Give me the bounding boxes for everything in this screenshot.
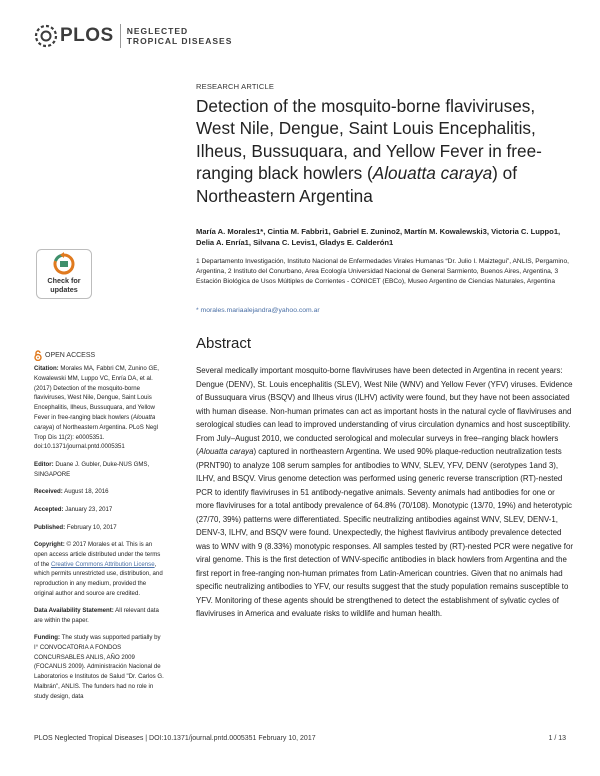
published-date: February 10, 2017 xyxy=(66,524,117,531)
abstract-heading: Abstract xyxy=(196,335,252,352)
citation-text1: Morales MA, Fabbri CM, Zunino GE, Kowalewski MM, Luppo VC, Enría DA, et al. (2017) Detection of the mosquito-borne flaviviruses, West Nile, Dengue, Saint Louis Encephalitis, Ilheus, Bussuquara, and Yellow Fever in free-ranging black howlers ( xyxy=(34,365,159,421)
editor-label: Editor: xyxy=(34,461,54,468)
funding-text: The study was supported partially by I° CONVOCATORIA A FONDOS CONCURSABLES ANLIS, AÑO 2009 (FOCANLIS 2009). Administración Nacional de Laboratorios e Institutos de Salud "Dr. Carlos G. Malbrán", ANLIS. The funders had no role in study design, data xyxy=(34,634,164,700)
abstract-part2: ) captured in northeastern Argentina. We used 90% plaque-reduction neutralization tests (PRNT90) to analyze 108 serum samples for antibodies to WNV, SLEV, YFV, DENV (serotypes 1and 3), ILHV, and BSQV. Virus genome detection was performed using generic reverse transcription (RT)-nested PCR to identify flaviviruses in 51 antibody-negative animals. Seventy animals had antibodies for one or more flaviviruses for a total antibody prevalence of 64.8% (70/108). Monotypic (13/70, 19%) and heterotypic (27/70, 39%) patterns were differentiated. Specific neutralizing antibodies against WNV, SLEV, DENV-1, DENV-3, ILHV, and BSQV were found. Unexpectedly, the highest flavivirus antibody prevalence detected was to WNV with 9 (8.33%) monotypic responses. All samples tested by (RT)-nested PCR were negative for viral genome. This is the first detection of WNV-specific antibodies in black howlers from Argentina and the first report in free-ranging non-human primates from Latin-American countries. Given that no animals had specific neutralizing antibodies to YFV, our results suggest that the study population remains susceptible to YFV. Monitoring of these agents should be strengthened to detect the establishment of sylvatic cycles of flaviviruses in America and evaluate risks to wildlife and human health. xyxy=(196,447,574,618)
published-block xyxy=(34,523,166,533)
page-footer xyxy=(34,735,566,742)
title-species: Alouatta caraya xyxy=(372,163,493,184)
copyright-label: Copyright: xyxy=(34,541,65,548)
open-access-label: OPEN ACCESS xyxy=(45,352,96,359)
abstract-body xyxy=(196,364,574,621)
received-block xyxy=(34,487,166,497)
citation-species: Alouatta caraya xyxy=(34,413,156,431)
data-availability-text: All relevant data are within the paper. xyxy=(34,607,159,624)
open-access-badge xyxy=(34,350,95,361)
title-part1: Detection of the mosquito-borne flaviviruses, West Nile, Dengue, Saint Louis Encephalitis, Ilheus, Bussuquara, and Yellow Fever in free-ranging black howlers ( xyxy=(196,96,542,184)
journal-name xyxy=(127,26,233,46)
editor-text: Duane J. Gubler, Duke-NUS GMS, SINGAPORE xyxy=(34,461,150,478)
editor-block xyxy=(34,460,166,480)
data-availability-block xyxy=(34,606,166,626)
received-date: August 18, 2016 xyxy=(64,488,109,495)
article-type: RESEARCH ARTICLE xyxy=(196,82,275,91)
journal-name-line1: NEGLECTED xyxy=(126,26,189,36)
journal-logo[interactable] xyxy=(34,24,232,48)
copyright-block xyxy=(34,540,166,599)
accepted-date: January 23, 2017 xyxy=(65,506,113,513)
author-list: María A. Morales1*, Cintia M. Fabbri1, Gabriel E. Zunino2, Martín M. Kowalewski3, Victoria C. Luppo1, Delia A. Enría1, Silvana C. Levis1, Gladys E. Calderón1 xyxy=(196,227,561,247)
published-label: Published: xyxy=(34,524,66,531)
citation-block xyxy=(34,364,166,452)
open-lock-icon xyxy=(34,350,42,361)
funding-label: Funding: xyxy=(34,634,61,641)
check-updates-line1: Check for xyxy=(47,276,81,285)
check-for-updates-button[interactable] xyxy=(36,249,92,299)
logo-divider xyxy=(120,24,121,48)
accepted-label: Accepted: xyxy=(34,506,64,513)
citation-text2: ) of Northeastern Argentina. PLoS Negl Trop Dis 11(2): e0005351. doi:10.1371/journal.pntd.0005351 xyxy=(34,423,158,451)
check-updates-label xyxy=(36,277,92,294)
page-number: 1 / 13 xyxy=(548,735,566,742)
citation-label: Citation: xyxy=(34,365,59,372)
copyright-text2: , which permits unrestricted use, distribution, and reproduction in any medium, provided the original author and source are credited. xyxy=(34,560,163,597)
abstract-part1: Several medically important mosquito-borne flaviviruses have been detected in Argentina in recent years: Dengue (DENV), St. Louis encephalitis (SLEV), West Nile (WNV) and Yellow Fever (YFV) viruses. Evidence of Bussuquara virus (BSQV) and Ilheus virus (ILHV) activity were found, but they have not been associated with human disease. Non-human primates can act as important hosts in the natural cycle of flaviviruses and serological studies can lead to improved understanding of virus circulation dynamics and host susceptibility. From July–August 2010, we conducted serological and molecular surveys in free–ranging black howlers ( xyxy=(196,366,573,456)
license-link[interactable]: Creative Commons Attribution License xyxy=(50,560,155,568)
copyright-text1: © 2017 Morales et al. This is an open access article distributed under the terms of the xyxy=(34,541,161,568)
plos-logo-icon xyxy=(34,24,58,48)
accepted-block xyxy=(34,505,166,515)
affiliations: 1 Departamento Investigación, Instituto Nacional de Enfermedades Virales Humanas “Dr. Julio I. Maiztegui”, ANLIS, Pergamino, Argentina, 2 Instituto del Conurbano, Area Ecología Universidad Nacional de General Sarmiento, Buenos Aires, Argentina, 3 Estación Biológica de Usos Múltiples de Corrientes - CONICET (EBCo), Museo Argentino de Ciencias Naturales, Argentina xyxy=(196,258,569,285)
funding-block xyxy=(34,633,166,702)
logo-wordmark: PLOS xyxy=(60,25,114,46)
footer-citation: PLOS Neglected Tropical Diseases | DOI:10.1371/journal.pntd.0005351 February 10, 2017 xyxy=(34,735,316,742)
journal-name-line2: TROPICAL DISEASES xyxy=(126,36,233,46)
check-updates-line2: updates xyxy=(50,284,78,294)
received-label: Received: xyxy=(34,488,63,495)
title-part2: ) of Northeastern Argentina xyxy=(196,163,518,206)
corresponding-email-link[interactable]: * morales.mariaalejandra@yahoo.com.ar xyxy=(196,307,320,314)
data-availability-label: Data Availability Statement: xyxy=(34,607,114,614)
article-title xyxy=(196,95,576,207)
abstract-species: Alouatta caraya xyxy=(198,447,254,456)
